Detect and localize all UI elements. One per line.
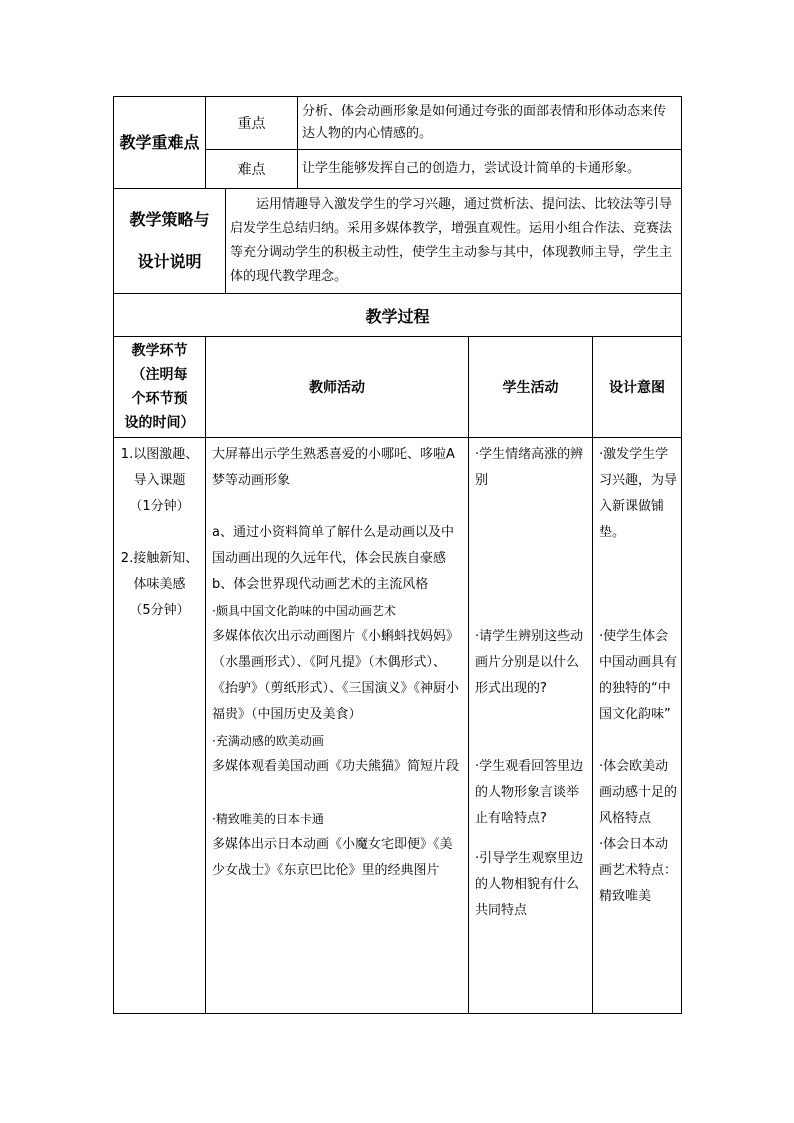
teacher-activity-8: ·精致唯美的日本卡通 xyxy=(212,812,324,826)
intent-1: ·激发学生学习兴趣，为导入新课做铺垫。 xyxy=(599,447,678,540)
header-step-line: 教学环节 xyxy=(131,343,188,359)
hard-point-label: 难点 xyxy=(206,150,298,189)
intent-3: ·体会欧美动画动感十足的风格特点 xyxy=(599,759,678,826)
difficulty-label: 教学重难点 xyxy=(114,97,206,189)
student-column xyxy=(469,438,593,1014)
student-activity-1: ·学生情绪高涨的辨别 xyxy=(475,447,584,488)
steps-column xyxy=(114,438,206,1014)
header-step-line: 个环节预 xyxy=(131,391,188,407)
step2-line2: 体味美感 xyxy=(133,577,186,592)
strategy-text: 运用情趣导入激发学生的学习兴趣，通过赏析法、提问法、比较法等引导启发学生总结归纳。采用多媒体教学，增强直观性。运用小组合作法、竞赛法等充分调动学生的积极主动性，使学生主动参与其中，体现教师主导，学生主体的现代教学理念。 xyxy=(226,189,682,294)
header-teacher: 教师活动 xyxy=(206,337,469,438)
student-activity-4: ·引导学生观察里边的人物相貌有什么共同特点 xyxy=(475,851,584,918)
teacher-activity-2: a、通过小资料简单了解什么是动画以及中国动画出现的久远年代，体会民族自豪感 xyxy=(212,525,454,566)
teacher-activity-5: 多媒体依次出示动画图片《小蝌蚪找妈妈》（水墨画形式）、《阿凡提》（木偶形式）、《抬驴》（剪纸形式）、《三国演义》《神厨小福贵》（中国历史及美食） xyxy=(212,629,460,722)
step1-time: （1分钟） xyxy=(129,499,190,514)
header-step xyxy=(114,337,206,438)
intent-2: ·使学生体会中国动画具有的独特的“中国文化韵味” xyxy=(599,629,678,722)
teacher-activity-3: b、体会世界现代动画艺术的主流风格 xyxy=(212,577,429,592)
hard-point-text: 让学生能够发挥自己的创造力，尝试设计简单的卡通形象。 xyxy=(298,150,682,189)
strategy-label xyxy=(114,189,226,294)
key-point-label: 重点 xyxy=(206,97,298,150)
intent-4: ·体会日本动画艺术特点：精致唯美 xyxy=(599,837,678,904)
header-step-line: 设的时间） xyxy=(124,415,195,431)
header-intent: 设计意图 xyxy=(593,337,682,438)
step2-time: （5分钟） xyxy=(129,603,190,618)
step2-line1: 2.接触新知、 xyxy=(120,551,199,566)
step1-line2: 导入课题 xyxy=(133,473,186,488)
student-activity-3: ·学生观看回答里边的人物形象言谈举止有啥特点? xyxy=(475,759,584,826)
intent-column xyxy=(593,438,682,1014)
teacher-activity-6: ·充满动感的欧美动画 xyxy=(212,734,324,748)
header-step-line: （注明每 xyxy=(131,367,188,383)
teacher-column xyxy=(206,438,469,1014)
lesson-plan-table xyxy=(113,96,682,1014)
key-point-text: 分析、体会动画形象是如何通过夸张的面部表情和形体动态来传达人物的内心情感的。 xyxy=(298,97,682,150)
teacher-activity-7: 多媒体观看美国动画《功夫熊猫》简短片段 xyxy=(212,759,460,774)
strategy-label-line2: 设计说明 xyxy=(137,252,202,271)
student-activity-2: ·请学生辨别这些动画片分别是以什么形式出现的? xyxy=(475,629,584,696)
teacher-activity-9: 多媒体出示日本动画《小魔女宅即便》《美少女战士》《东京巴比伦》里的经典图片 xyxy=(212,837,453,878)
strategy-label-line1: 教学策略与 xyxy=(129,210,210,229)
process-title: 教学过程 xyxy=(114,294,682,337)
teacher-activity-1: 大屏幕出示学生熟悉喜爱的小哪吒、哆啦A梦等动画形象 xyxy=(212,447,455,488)
header-student: 学生活动 xyxy=(469,337,593,438)
step1-line1: 1.以图激趣、 xyxy=(120,447,199,462)
teacher-activity-4: ·颇具中国文化韵味的中国动画艺术 xyxy=(212,604,396,618)
